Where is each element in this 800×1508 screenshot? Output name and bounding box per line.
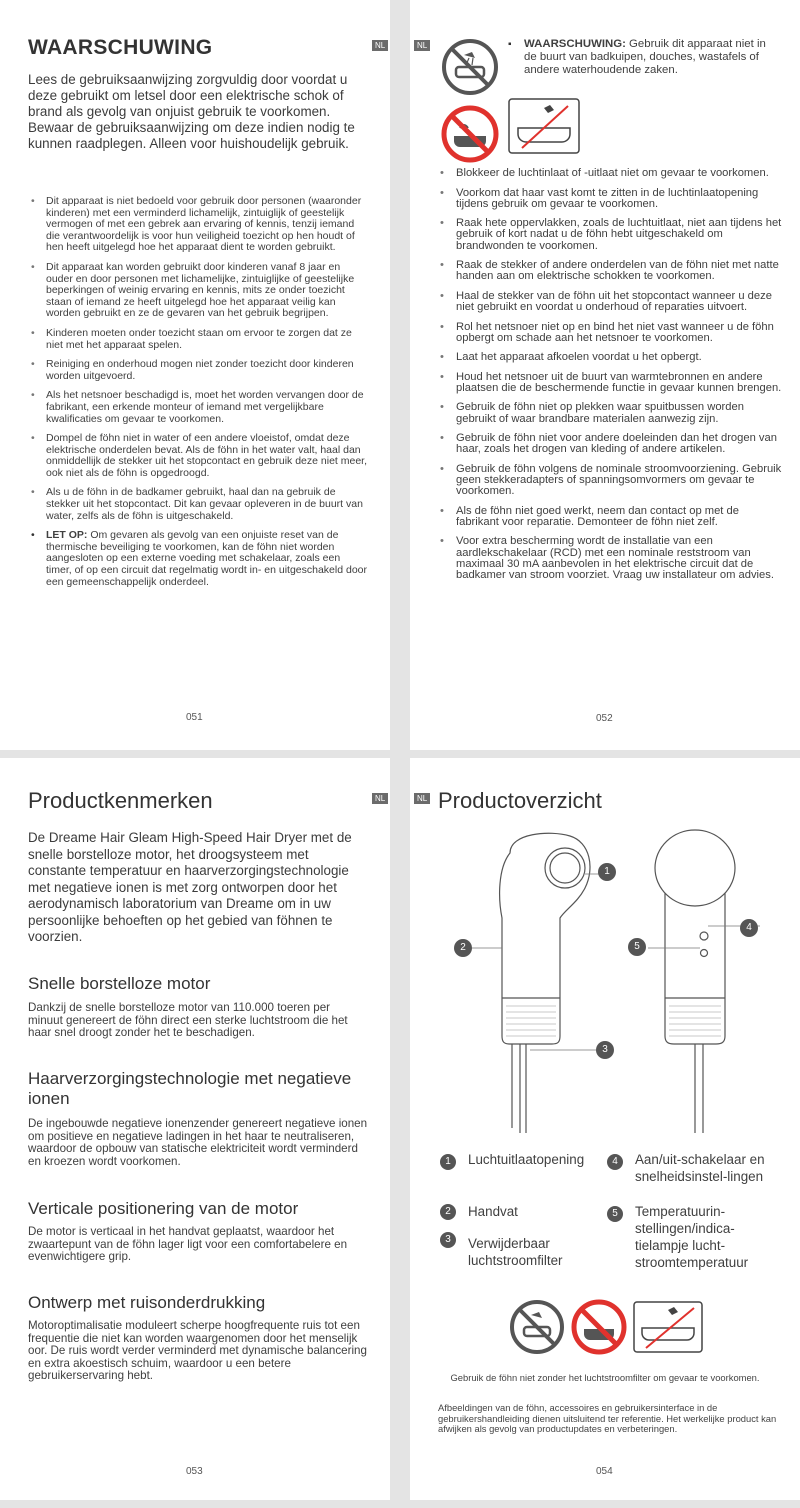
warning-text: Gebruik dit apparaat niet in de buurt van badkuipen, douches, wastafels of andere waterhoudende zaken. — [524, 38, 766, 76]
no-bath-icon — [440, 104, 500, 164]
warning-label: WAARSCHUWING: — [524, 38, 626, 50]
section-heading: Haarverzorgingstechnologie met negatieve ionen — [28, 1069, 352, 1108]
page-054 — [410, 758, 800, 1500]
language-tag: NL — [372, 793, 388, 804]
page-number: 052 — [596, 713, 613, 724]
callout-3: 3 — [596, 1041, 614, 1059]
no-shower-icon — [512, 1302, 562, 1352]
legend-number: 4 — [607, 1154, 623, 1170]
legend-label: Luchtuitlaatopening — [468, 1152, 585, 1167]
legend-label: Handvat — [468, 1204, 518, 1219]
list-item: • Dit apparaat kan worden gebruikt door kinderen vanaf 8 jaar en ouder en door personen met lichamelijke, zintuiglijke of geestelijke beperkingen of weinig ervaring en kennis, mits ze onder toezicht staan of iemand ze heeft uitgelegd hoe het apparaat veilig kan worden gebruikt en ze de gevaren van het gebruik begrijpen. — [28, 262, 368, 320]
list-item: • Gebruik de föhn volgens de nominale stroomvoorziening. Gebruik geen stekkeradapters of spanningsomvormers om gevaar te voorkomen. — [438, 464, 783, 498]
language-tag: NL — [414, 40, 430, 51]
intro-paragraph: Lees de gebruiksaanwijzing zorgvuldig door voordat u deze gebruikt om letsel door een elektrische schok of brand als gevolg van onjuist gebruik te voorkomen. Bewaar de gebruiksaanwijzing om deze indien nodig te kunnen raadplegen. Alleen voor huishoudelijk gebruik. — [28, 72, 355, 151]
section-text: Dankzij de snelle borstelloze motor van 110.000 toeren per minuut genereert de föhn direct een sterke luchtstroom die het haar snel droogt zonder het te beschadigen. — [28, 1001, 348, 1040]
language-tag: NL — [372, 40, 388, 51]
bottom-warning-icons — [508, 1298, 704, 1361]
page-number: 051 — [186, 712, 203, 723]
list-item: • Voorkom dat haar vast komt te zitten in de luchtinlaatopening tijdens gebruik om gevaar te voorkomen. — [438, 188, 783, 210]
list-item: • Voor extra bescherming wordt de installatie van een aardlekschakelaar (RCD) met een nominale reststroom van maximaal 30 mA aanbevolen in het elektrische circuit dat de badkamer van stroom voorziet. Vraag uw installateur om advies. — [438, 536, 783, 581]
legend-number: 1 — [440, 1154, 456, 1170]
page-title: Productoverzicht — [438, 788, 602, 813]
section-heading: Verticale positionering van de motor — [28, 1199, 299, 1218]
list-item: • Dompel de föhn niet in water of een andere vloeistof, omdat deze elektrische onderdelen bevat. Als de föhn in het water valt, haal dan onmiddellijk de stekker uit het stopcontact en gebruik deze niet meer, ook niet als de föhn is opgedroogd. — [28, 433, 368, 479]
filter-caption: Gebruik de föhn niet zonder het luchtstroomfilter om gevaar te voorkomen. — [450, 1372, 760, 1383]
callout-4: 4 — [740, 919, 758, 937]
page-title: Productkenmerken — [28, 788, 213, 813]
warning-icons — [440, 37, 504, 169]
section-text: De ingebouwde negatieve ionenzender genereert negatieve ionen om positieve en negatieve ladingen in het haar te neutraliseren, waardoor de opbouw van statische elektriciteit wordt verminderd en kroezen wordt voorkomen. — [28, 1117, 368, 1168]
page-title: WAARSCHUWING — [28, 36, 213, 59]
list-item: • Reiniging en onderhoud mogen niet zonder toezicht door kinderen worden uitgevoerd. — [28, 359, 368, 382]
page-number: 053 — [186, 1466, 203, 1477]
page-052 — [410, 0, 800, 750]
list-item: • Kinderen moeten onder toezicht staan om ervoor te zorgen dat ze niet met het apparaat spelen. — [28, 328, 368, 351]
safety-list — [438, 168, 783, 590]
list-item: • Blokkeer de luchtinlaat of -uitlaat niet om gevaar te voorkomen. — [438, 168, 783, 179]
page-053 — [0, 758, 390, 1500]
list-item: • Als het netsnoer beschadigd is, moet het worden vervangen door de fabrikant, een erkende monteur of iemand met vergelijkbare kwalificaties om gevaar te voorkomen. — [28, 390, 368, 425]
bathtub-warning-icon — [508, 98, 580, 154]
section-heading: Ontwerp met ruisonderdrukking — [28, 1293, 266, 1312]
list-item: • Raak de stekker of andere onderdelen van de föhn niet met natte handen aan om elektrische schokken te voorkomen. — [438, 260, 783, 282]
legend-label: Verwijderbaar luchtstroomfilter — [468, 1236, 563, 1268]
callout-5: 5 — [628, 938, 646, 956]
page-051 — [0, 0, 390, 750]
list-item: • Gebruik de föhn niet op plekken waar spuitbussen worden gebruikt of waar brandbare materialen aanwezig zijn. — [438, 402, 783, 424]
no-shower-icon — [440, 37, 500, 97]
list-item: • Raak hete oppervlakken, zoals de luchtuitlaat, niet aan tijdens het gebruik of kort nadat u de föhn hebt uitgeschakeld om brandwonden te voorkomen. — [438, 218, 783, 252]
callout-1: 1 — [598, 863, 616, 881]
no-bath-icon — [574, 1302, 624, 1352]
list-item: • Gebruik de föhn niet voor andere doeleinden dan het drogen van haar, zoals het drogen van kleding of andere artikelen. — [438, 433, 783, 455]
list-item: • Houd het netsnoer uit de buurt van warmtebronnen en andere plaatsen die de beschermende functie in gevaar kunnen brengen. — [438, 372, 783, 394]
callout-2: 2 — [454, 939, 472, 957]
language-tag: NL — [414, 793, 430, 804]
page-number: 054 — [596, 1466, 613, 1477]
legend-number: 5 — [607, 1206, 623, 1222]
list-item: • Als u de föhn in de badkamer gebruikt, haal dan na gebruik de stekker uit het stopcontact. Dit kan gevaar opleveren in de buurt van water, zelfs als de föhn is uitgeschakeld. — [28, 487, 368, 522]
legend-number: 2 — [440, 1204, 456, 1220]
list-item: • Als de föhn niet goed werkt, neem dan contact op met de fabrikant voor reparatie. Demonteer de föhn niet zelf. — [438, 506, 783, 528]
disclaimer: Afbeeldingen van de föhn, accessoires en gebruikersinterface in de gebruikershandleiding dienen uitsluitend ter referentie. Het werkelijke product kan afwijken als gevolg van productupdates en verbeteringen. — [438, 1402, 777, 1435]
bathtub-warning-icon — [634, 1302, 702, 1352]
section-text: De motor is verticaal in het handvat geplaatst, waardoor het zwaartepunt van de föhn lager ligt voor een comfortabelere en evenwichtigere grip. — [28, 1225, 348, 1264]
list-item: • Dit apparaat is niet bedoeld voor gebruik door personen (waaronder kinderen) met een verminderd lichamelijk, zintuiglijk of geestelijk vermogen of met een gebrek aan ervaring of kennis, tenzij iemand die verantwoordelijk is voor hun veiligheid toezicht op hen houdt of hen heeft uitgelegd hoe het apparaat dient te worden gebruikt. — [28, 196, 368, 254]
legend-number: 3 — [440, 1232, 456, 1248]
intro-paragraph: De Dreame Hair Gleam High-Speed Hair Dryer met de snelle borstelloze motor, het droogsysteem met constante temperatuur en haarverzorgingstechnologie met negatieve ionen is met zorg ontworpen door het aerodynamisch laboratorium van Dreame om in uw persoonlijke behoeften op het gebied van föhnen te voorzien. — [28, 830, 352, 944]
list-item: • Laat het apparaat afkoelen voordat u het opbergt. — [438, 352, 783, 363]
legend-label: Aan/uit-schakelaar en snelheidsinstel-lingen — [635, 1152, 765, 1184]
warning-list — [28, 196, 368, 596]
list-item — [28, 530, 368, 588]
caution-text: Om gevaren als gevolg van een onjuiste reset van de thermische beveiliging te voorkomen, kan de föhn niet worden aangesloten op een externe voeding met schakelaar, zoals een timer, of op een circuit dat regelmatig wordt in- en uitgeschakeld door een gemeenschappelijk onderdeel. — [46, 529, 368, 588]
list-item: • Rol het netsnoer niet op en bind het niet vast wanneer u de föhn opbergt om schade aan het netsnoer te voorkomen. — [438, 322, 783, 344]
section-heading: Snelle borstelloze motor — [28, 974, 211, 993]
legend-label: Temperatuurin-stellingen/indica-tielampje lucht-stroomtemperatuur — [635, 1204, 749, 1270]
caution-label: LET OP: — [46, 529, 88, 542]
bath-warning — [508, 38, 778, 77]
list-item: • Haal de stekker van de föhn uit het stopcontact wanneer u deze niet gebruikt en voordat u onderhoud of reparaties uitvoert. — [438, 291, 783, 313]
warning-icons-row — [508, 1298, 704, 1356]
section-text: Motoroptimalisatie moduleert scherpe hoogfrequente ruis tot een frequentie die niet kan worden waargenomen door het menselijk oor. De ruis wordt verder verminderd met dynamische balancering en extra akoestisch schuim, waardoor u een betere gebruikerservaring hebt. — [28, 1319, 367, 1383]
